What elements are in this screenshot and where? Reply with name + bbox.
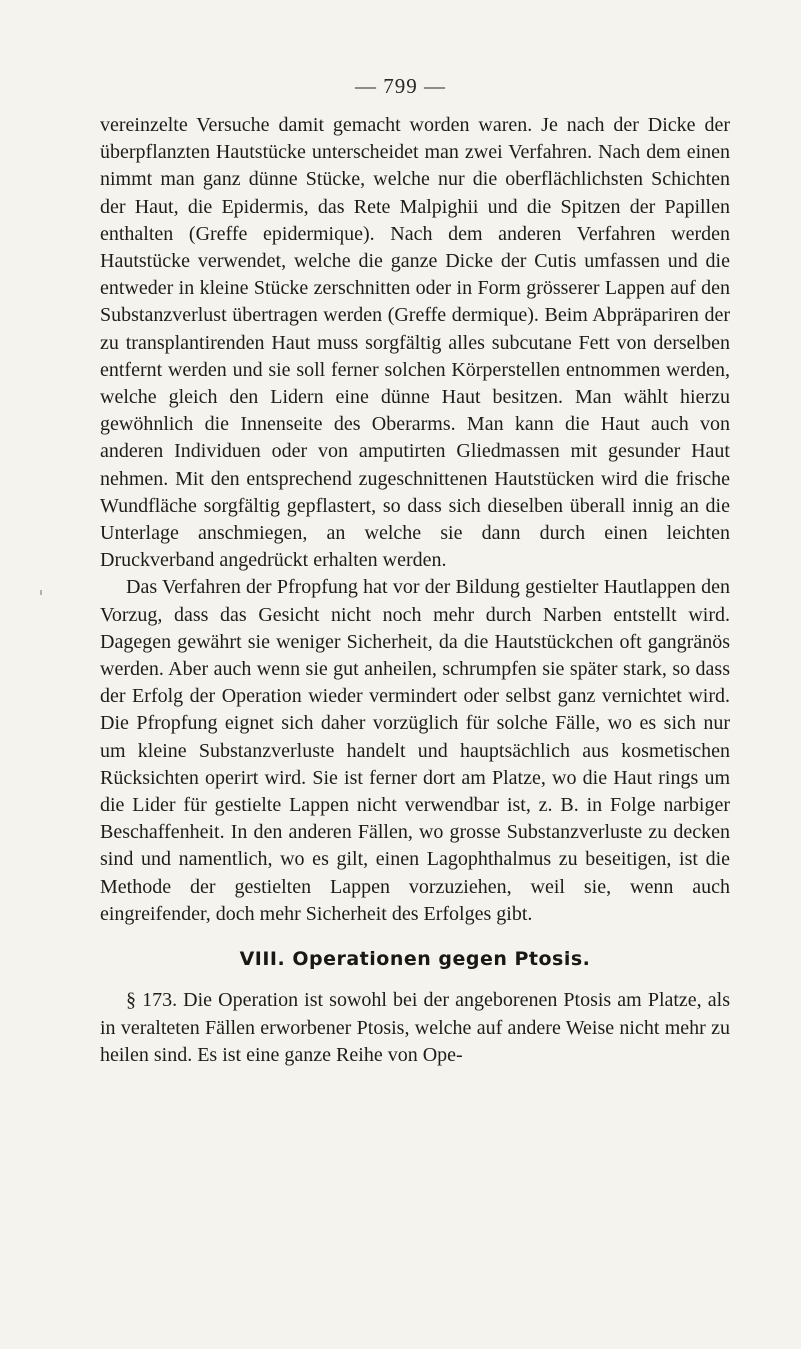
paragraph-transplantation-methods: vereinzelte Versuche damit gemacht worden waren. Je nach der Dicke der überpflanzten Hautstücke unterscheidet man zwei Verfahren. Nach dem einen nimmt man ganz dünne Stücke, welche nur die oberflächlichsten Schichten der Haut, die Epidermis, das Rete Malpighii und die Spitzen der Papillen enthalten (Greffe epidermique). Nach dem anderen Verfahren werden Hautstücke verwendet, welche die ganze Dicke der Cutis umfassen und die entweder in kleine Stücke zerschnitten oder in Form grösserer Lappen auf den Substanzverlust übertragen werden (Greffe dermique). Beim Abpräpariren der zu transplantirenden Haut muss sorgfältig alles subcutane Fett von derselben entfernt werden und sie soll ferner solchen Körperstellen entnommen werden, welche gleich den Lidern eine dünne Haut besitzen. Man wählt hierzu gewöhnlich die Innenseite des Oberarms. Man kann die Haut auch von anderen Individuen oder von amputirten Gliedmassen mit gesunder Haut nehmen. Mit den entsprechend zugeschnittenen Hautstücken wird die frische Wundfläche sorgfältig gepflastert, so dass sich dieselben überall innig an die Unterlage anschmiegen, an welche sie dann durch einen leichten Druckverband angedrückt erhalten werden. (100, 114, 730, 572)
paragraph-grafting-advantages: Das Verfahren der Pfropfung hat vor der Bildung gestielter Hautlappen den Vorzug, dass das Gesicht nicht noch mehr durch Narben entstellt wird. Dagegen gewährt sie weniger Sicherheit, da die Hautstückchen oft gangränös werden. Aber auch wenn sie gut anheilen, schrumpfen sie später stark, so dass der Erfolg der Operation wieder vermindert oder selbst ganz vernichtet wird. Die Pfropfung eignet sich daher vorzüglich für solche Fälle, wo es sich nur um kleine Substanzverluste handelt und hauptsächlich aus kosmetischen Rücksichten operirt wird. Sie ist ferner dort am Platze, wo die Haut rings um die Lider für gestielte Lappen nicht verwendbar ist, z. B. in Folge narbiger Beschaffenheit. In den anderen Fällen, wo grosse Substanzverluste zu decken sind und namentlich, wo es gilt, einen Lagophthalmus zu beseitigen, ist die Methode der gestielten Lappen vorzuziehen, weil sie, wenn auch eingreifender, doch mehr Sicherheit des Erfolges gibt. (100, 576, 730, 925)
page-number: — 799 — (355, 74, 446, 98)
page-body (100, 112, 730, 1069)
section-heading: VIII. Operationen gegen Ptosis. (239, 948, 591, 971)
paragraph-ptosis-operation: § 173. Die Operation ist sowohl bei der angeborenen Ptosis am Platze, als in veralteten Fällen erworbener Ptosis, welche auf andere Weise nicht mehr zu heilen sind. Es ist eine ganze Reihe von Ope- (100, 989, 730, 1066)
scan-speck (40, 590, 42, 595)
